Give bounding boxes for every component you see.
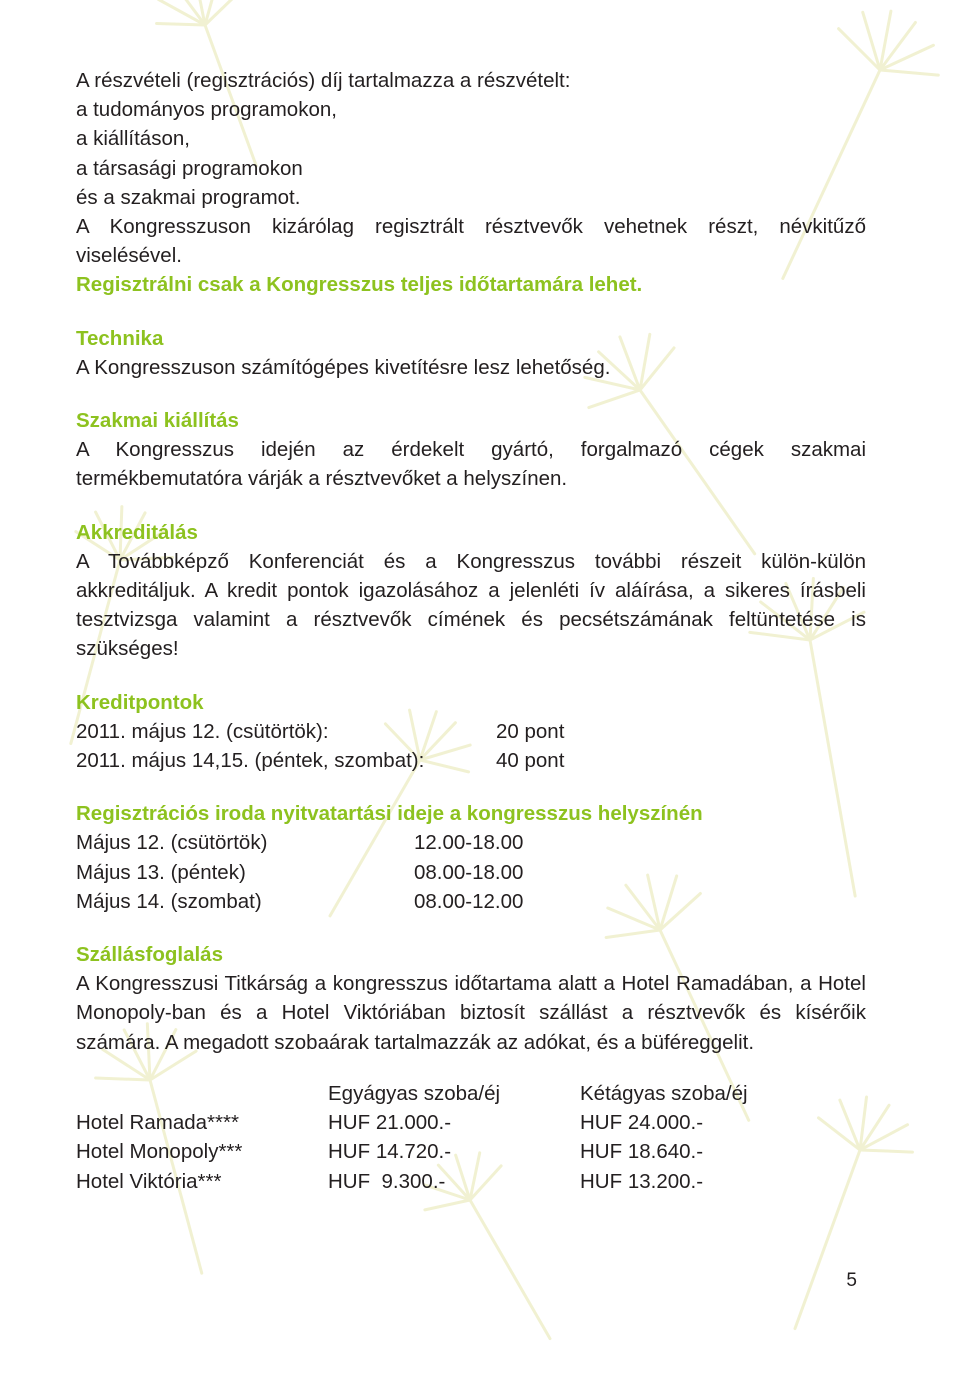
kredit-date: 2011. május 14,15. (péntek, szombat):: [76, 749, 425, 773]
iroda-hours: 08.00-12.00: [414, 889, 524, 913]
akkreditalas-section: [76, 518, 866, 664]
intro-line: a társasági programokon: [76, 156, 303, 180]
akkreditalas-heading: Akkreditálás: [76, 520, 198, 544]
kiallitas-heading: Szakmai kiállítás: [76, 409, 239, 433]
iroda-day: Május 13. (péntek): [76, 860, 246, 884]
hotel-double-price: HUF 13.200.-: [580, 1169, 704, 1193]
hotel-double-price: HUF 24.000.-: [580, 1111, 704, 1135]
kredit-row: [76, 746, 866, 775]
technika-heading: Technika: [76, 326, 164, 350]
iroda-row: [76, 828, 866, 857]
hotel-name: Hotel Viktória***: [76, 1169, 222, 1193]
iroda-hours: 12.00-18.00: [414, 831, 524, 855]
hotel-table-header: [76, 1079, 866, 1108]
hotel-price-table: [76, 1079, 866, 1196]
hotel-row: [76, 1167, 866, 1196]
page-number: 5: [846, 1270, 857, 1291]
technika-text: A Kongresszuson számítógépes kivetítésre lesz lehetőség.: [76, 355, 611, 379]
registration-note: Regisztrálni csak a Kongresszus teljes időtartamára lehet.: [76, 273, 643, 297]
intro-line: és a szakmai programot.: [76, 185, 301, 209]
szallas-text: A Kongresszusi Titkárság a kongresszus időtartama alatt a Hotel Ramadában, a Hotel Monopoly-ban és a Hotel Viktóriában biztosít szállást a résztvevők és kísérőik számára. A megadott szobaárak tartalmazzák az adókat, és a büféreggelit.: [76, 972, 866, 1054]
intro-section: [76, 66, 866, 300]
kreditpontok-heading: Kreditpontok: [76, 690, 204, 714]
iroda-hours: 08.00-18.00: [414, 860, 524, 884]
technika-section: [76, 324, 866, 382]
hotel-single-price: HUF 21.000.-: [328, 1111, 452, 1135]
hotel-name: Hotel Ramada****: [76, 1111, 239, 1135]
kredit-row: [76, 717, 866, 746]
hotel-name: Hotel Monopoly***: [76, 1140, 243, 1164]
iroda-heading: Regisztrációs iroda nyitvatartási ideje a kongresszus helyszínén: [76, 802, 703, 826]
intro-paragraph: A Kongresszuson kizárólag regisztrált résztvevők vehetnek részt, névkitűző viselésével.: [76, 215, 866, 268]
kreditpontok-section: [76, 688, 866, 776]
hotel-row: [76, 1137, 866, 1166]
akkreditalas-text: A Továbbképző Konferenciát és a Kongresszus további részeit külön-külön akkreditáljuk. A kredit pontok igazolásához a jelenléti ív aláírása, a sikeres írásbeli tesztvizsga valamint a résztvevők címének és pecsétszámának feltüntetése is szükséges!: [76, 549, 866, 661]
intro-line: a kiállításon,: [76, 127, 190, 151]
szallas-heading: Szállásfoglalás: [76, 943, 223, 967]
kredit-points: 40 pont: [496, 749, 565, 773]
iroda-row: [76, 887, 866, 916]
iroda-day: Május 14. (szombat): [76, 889, 262, 913]
iroda-row: [76, 858, 866, 887]
hotel-row: [76, 1108, 866, 1137]
hotel-single-price: HUF 9.300.-: [328, 1169, 446, 1193]
hotel-header-blank: [76, 1079, 328, 1108]
kiallitas-section: [76, 406, 866, 494]
hotel-double-price: HUF 18.640.-: [580, 1140, 704, 1164]
iroda-section: [76, 799, 866, 916]
hotel-single-price: HUF 14.720.-: [328, 1140, 452, 1164]
page-content: [76, 66, 866, 1196]
szallas-section: [76, 940, 866, 1196]
kredit-date: 2011. május 12. (csütörtök):: [76, 719, 329, 743]
kredit-points: 20 pont: [496, 719, 565, 743]
col-single-header: Egyágyas szoba/éj: [328, 1081, 501, 1105]
kiallitas-text: A Kongresszus idején az érdekelt gyártó, forgalmazó cégek szakmai termékbemutatóra várják a résztvevőket a helyszínen.: [76, 438, 866, 491]
intro-line: A részvételi (regisztrációs) díj tartalmazza a részvételt:: [76, 69, 571, 92]
intro-line: a tudományos programokon,: [76, 98, 337, 122]
col-double-header: Kétágyas szoba/éj: [580, 1081, 748, 1105]
iroda-day: Május 12. (csütörtök): [76, 831, 268, 855]
